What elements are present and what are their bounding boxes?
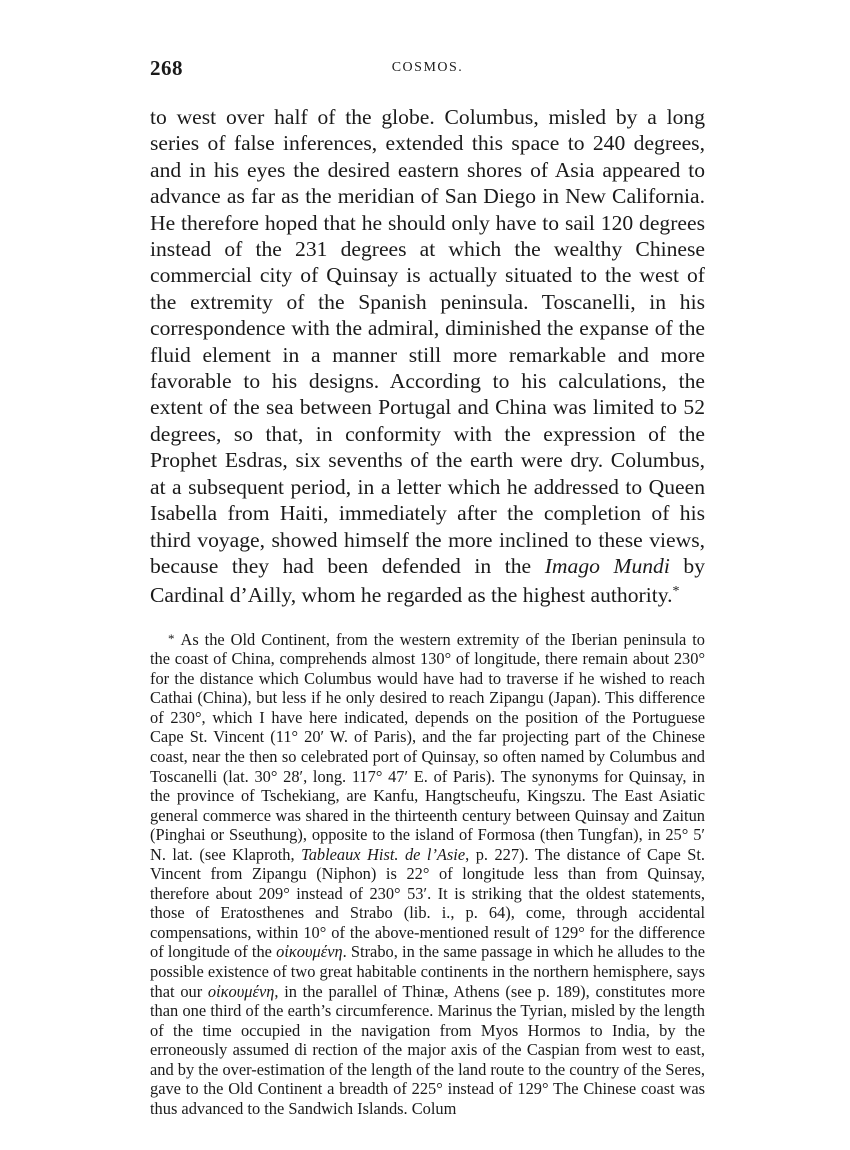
running-head [150, 56, 705, 86]
running-title: COSMOS. [391, 60, 464, 75]
book-page [150, 56, 705, 1118]
greek-word-2: οἰκουμένη [207, 981, 275, 1001]
page-number: 268 [150, 56, 183, 80]
book-title-imago-mundi: Imago Mundi [544, 553, 670, 578]
footnote-text-part-3: . Strabo, in the same passage in which he alludes to the possible existence of two great habitable continents in the northern hemisphere, says that our [150, 942, 705, 1001]
footnote-text-part-2: , p. 227). The distance of Cape St. Vincent from Zipangu (Niphon) is 22° of longitude less than from Quinsay, therefore about 209° instead of 230° 53′. It is striking that the oldest statements, those of Eratosthenes and Strabo (lib. i., p. 64), come, through accidental compensations, within 10° of the above-mentioned result of 129° for the difference of longitude of the [150, 844, 705, 962]
footnote-text-part-1: As the Old Continent, from the western extremity of the Iberian peninsula to the coast of China, comprehends almost 130° of longitude, there remain about 230° for the distance which Columbus would have had to traverse if he wished to reach Cathai (China), but less if he only desired to reach Zipangu (Japan). This difference of 230°, which I have here indicated, depends on the position of the Portuguese Cape St. Vincent (11° 20′ W. of Paris), and the far projecting part of the Chinese coast, near the then so celebrated port of Quinsay, so often named by Columbus and Toscanelli (lat. 30° 28′, long. 117° 47′ E. of Paris). The synonyms for Quinsay, in the province of Tschekiang, are Kanfu, Hangtscheufu, Kingszu. The East Asiatic general commerce was shared in the thirteenth century between Quinsay and Zaitun (Pinghai or Sseuthung), opposite to the island of Formosa (then Tungfan), in 25° 5′ N. lat. (see Klaproth, [150, 629, 705, 864]
footnote [150, 629, 705, 1119]
greek-word-1: οἰκουμένη [276, 942, 343, 962]
footnote-text-part-4: , in the parallel of Thinæ, Athens (see p. 189), constitutes more than one third of the earth’s circumference. Marinus the Tyrian, misled by the length of the time occupied in the navigation from Myos Hormos to India, by the erroneously assumed di rection of the major axis of the Caspian from west to east, and by the over-estimation of the length of the land route to the country of the Seres, gave to the Old Continent a breadth of 225° instead of 129° The Chinese coast was thus advanced to the Sandwich Islands. Colum [150, 981, 705, 1118]
main-paragraph [150, 104, 705, 609]
footnote-citation-title: Tableaux Hist. de l’Asie [301, 844, 466, 864]
footnote-mark: * [168, 630, 175, 646]
main-text-part-1: to west over half of the globe. Columbus, misled by a long series of false inferences, extended this space to 240 degrees, and in his eyes the desired eastern shores of Asia appeared to advance as far as the meridian of San Diego in New California. He therefore hoped that he should only have to sail 120 degrees instead of the 231 degrees at which the wealthy Chinese commercial city of Quinsay is actually situated to the west of the extremity of the Spanish peninsula. Toscanelli, in his correspondence with the admiral, diminished the expanse of the fluid element in a manner still more remarkable and more favorable to his designs. According to his calculations, the extent of the sea between Portugal and China was limited to 52 degrees, so that, in conformity with the expression of the Prophet Esdras, six sevenths of the earth were dry. Columbus, at a subsequent period, in a letter which he addressed to Queen Isabella from Haiti, immediately after the completion of his third voyage, showed himself the more inclined to these views, because they had been defended in the [150, 105, 705, 578]
footnote-reference: * [672, 584, 680, 600]
main-text-part-2: by Cardinal d’Ailly, whom he regarded as the highest authority. [150, 553, 706, 608]
